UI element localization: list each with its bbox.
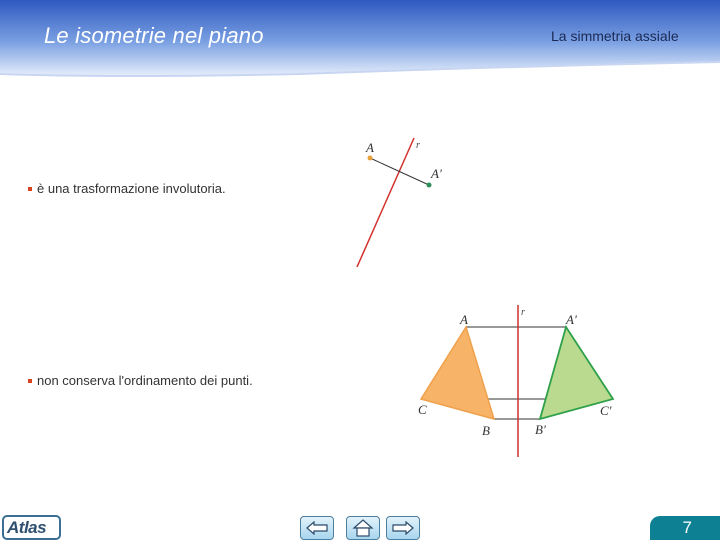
previous-button[interactable] — [300, 516, 334, 540]
bullet-text-1: è una trasformazione involutoria. — [37, 181, 226, 196]
label-A: A — [366, 140, 374, 155]
segment-AA-prime — [370, 158, 429, 185]
arrow-right-icon — [391, 521, 415, 535]
logo-text: Atlas — [7, 518, 47, 537]
point-A — [368, 156, 373, 161]
home-button[interactable] — [346, 516, 380, 540]
triangle-ABC — [421, 327, 494, 419]
label-B-prime: B' — [535, 422, 546, 437]
figure-point-reflection — [357, 138, 442, 267]
label-B: B — [482, 423, 490, 438]
section-subtitle: La simmetria assiale — [551, 28, 679, 44]
label-A: A — [460, 312, 468, 327]
page-number-badge — [650, 516, 720, 540]
figure-triangle-reflection — [418, 305, 613, 457]
arrow-left-icon — [305, 521, 329, 535]
axis-label: r — [521, 307, 525, 318]
label-C: C — [418, 402, 427, 417]
page-number: 7 — [682, 518, 692, 537]
bullet-text-2: non conserva l'ordinamento dei punti. — [37, 373, 253, 388]
next-button[interactable] — [386, 516, 420, 540]
point-A-prime — [427, 183, 432, 188]
label-A-prime: A' — [566, 312, 577, 327]
page-title: Le isometrie nel piano — [44, 23, 264, 48]
label-A-prime: A' — [431, 166, 442, 181]
home-icon — [352, 519, 374, 537]
axis-label: r — [416, 140, 420, 151]
axis-line — [357, 138, 414, 267]
label-C-prime: C' — [600, 403, 612, 418]
atlas-logo — [2, 515, 61, 540]
